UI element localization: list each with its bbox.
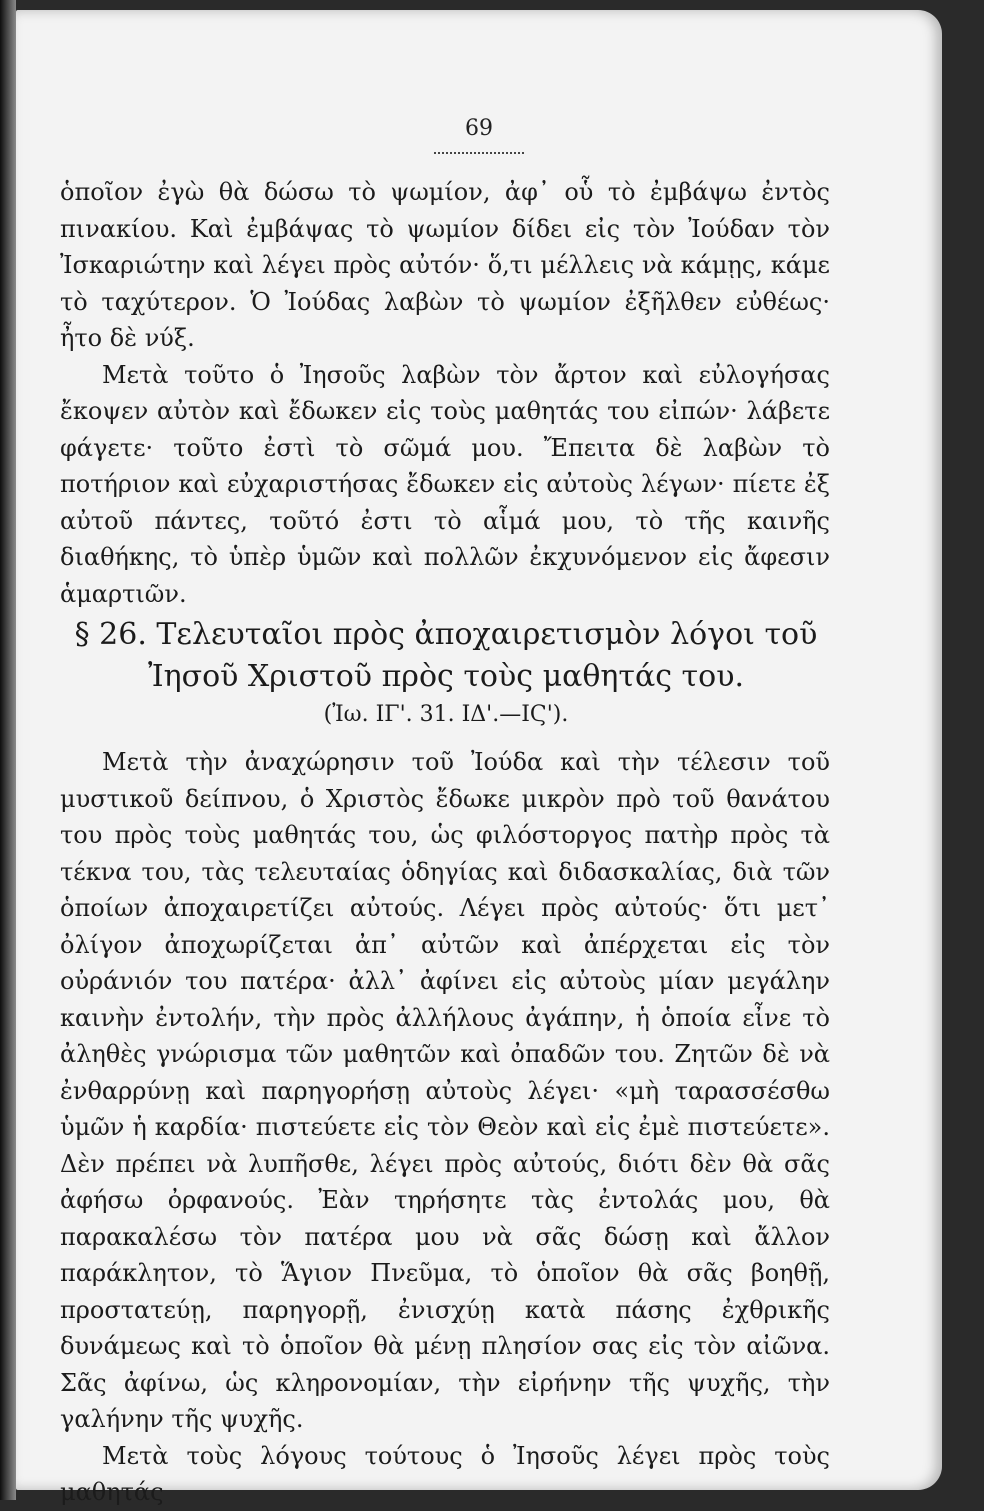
body-text-top (60, 174, 830, 612)
scan-left-edge (0, 0, 16, 1500)
page-number: 69 (465, 116, 493, 141)
body-text-bottom (60, 744, 830, 1511)
section-title-line-2: Ἰησοῦ Χριστοῦ πρὸς τοὺς μαθητάς του. (148, 659, 744, 694)
paragraph-farewell-discourse: Μετὰ τὴν ἀναχώρησιν τοῦ Ἰούδα καὶ τὴν τέλεσιν τοῦ μυστικοῦ δείπνου, ὁ Χριστὸς ἔδωκε μικρὸν πρὸ τοῦ θανάτου του πρὸς τοὺς μαθητάς του, ὡς φιλόστοργος πατὴρ πρὸς τὰ τέκνα του, τὰς τελευταίας ὁδηγίας καὶ διδασκαλίας, διὰ τῶν ὁποίων ἀποχαιρετίζει αὐτούς. Λέγει πρὸς αὐτούς· ὅτι μετ᾽ ὀλίγον ἀποχωρίζεται ἀπ᾽ αὐτῶν καὶ ἀπέρχεται εἰς τὸν οὐράνιόν του πατέρα· ἀλλ᾽ ἀφίνει εἰς αὐτοὺς μίαν μεγάλην καινὴν ἐντολήν, τὴν πρὸς ἀλλήλους ἀγάπην, ἡ ὁποία εἶνε τὸ ἀληθὲς γνώρισμα τῶν μαθητῶν καὶ ὀπαδῶν του. Ζητῶν δὲ νὰ ἐνθαρρύνῃ καὶ παρηγορήσῃ αὐτοὺς λέγει· «μὴ ταρασσέσθω ὑμῶν ἡ καρδία· πιστεύετε εἰς τὸν Θεὸν καὶ εἰς ἐμὲ πιστεύετε». Δὲν πρέπει νὰ λυπῆσθε, λέγει πρὸς αὐτούς, διότι δὲν θὰ σᾶς ἀφήσω ὀρφανούς. Ἐὰν τηρήσητε τὰς ἐντολάς μου, θὰ παρακαλέσω τὸν πατέρα μου νὰ σᾶς δώσῃ καὶ ἄλλον παράκλητον, τὸ Ἅγιον Πνεῦμα, τὸ ὁποῖον θὰ σᾶς βοηθῇ, προστατεύῃ, παρηγορῇ, ἐνισχύῃ κατὰ πάσης ἐχθρικῆς δυνάμεως καὶ τὸ ὁποῖον θὰ μένῃ πλησίον σας εἰς τὸν αἰῶνα. Σᾶς ἀφίνω, ὡς κληρονομίαν, τὴν εἰρήνην τῆς ψυχῆς, τὴν γαλήνην τῆς ψυχῆς. (60, 748, 830, 1433)
page-number-divider (434, 152, 524, 154)
section-title-line-1: § 26. Τελευταῖοι πρὸς ἀποχαιρετισμὸν λόγοι τοῦ (74, 617, 818, 652)
paragraph-continuation: ὁποῖον ἐγὼ θὰ δώσω τὸ ψωμίον, ἀφ᾽ οὗ τὸ ἐμβάψω ἐντὸς πινακίου. Καὶ ἐμβάψας τὸ ψωμίον δίδει εἰς τὸν Ἰούδαν τὸν Ἰσκαριώτην καὶ λέγει πρὸς αὐτόν· ὅ,τι μέλλεις νὰ κάμῃς, κάμε τὸ ταχύτερον. Ὁ Ἰούδας λαβὼν τὸ ψωμίον ἐξῆλθεν εὐθέως· ἦτο δὲ νύξ. (60, 178, 830, 352)
book-page (16, 10, 942, 1506)
paragraph-final-line: Μετὰ τοὺς λόγους τούτους ὁ Ἰησοῦς λέγει πρὸς τοὺς μαθητάς (60, 1441, 830, 1506)
section-heading (56, 614, 836, 732)
paragraph-last-supper-bread-wine: Μετὰ τοῦτο ὁ Ἰησοῦς λαβὼν τὸν ἄρτον καὶ εὐλογήσας ἔκοψεν αὐτὸν καὶ ἔδωκεν εἰς τοὺς μαθητάς του εἰπών· λάβετε φάγετε· τοῦτο ἐστὶ τὸ σῶμά μου. Ἔπειτα δὲ λαβὼν τὸ ποτήριον καὶ εὐχαριστήσας ἔδωκεν εἰς αὐτοὺς λέγων· πίετε ἐξ αὐτοῦ πάντες, τοῦτό ἐστι τὸ αἷμά μου, τὸ τῆς καινῆς διαθήκης, τὸ ὑπὲρ ὑμῶν καὶ πολλῶν ἐκχυνόμενον εἰς ἄφεσιν ἁμαρτιῶν. (60, 360, 830, 608)
section-reference: (Ἰω. ΙΓ'. 31. ΙΔ'.—ΙϚ'). (323, 702, 569, 727)
